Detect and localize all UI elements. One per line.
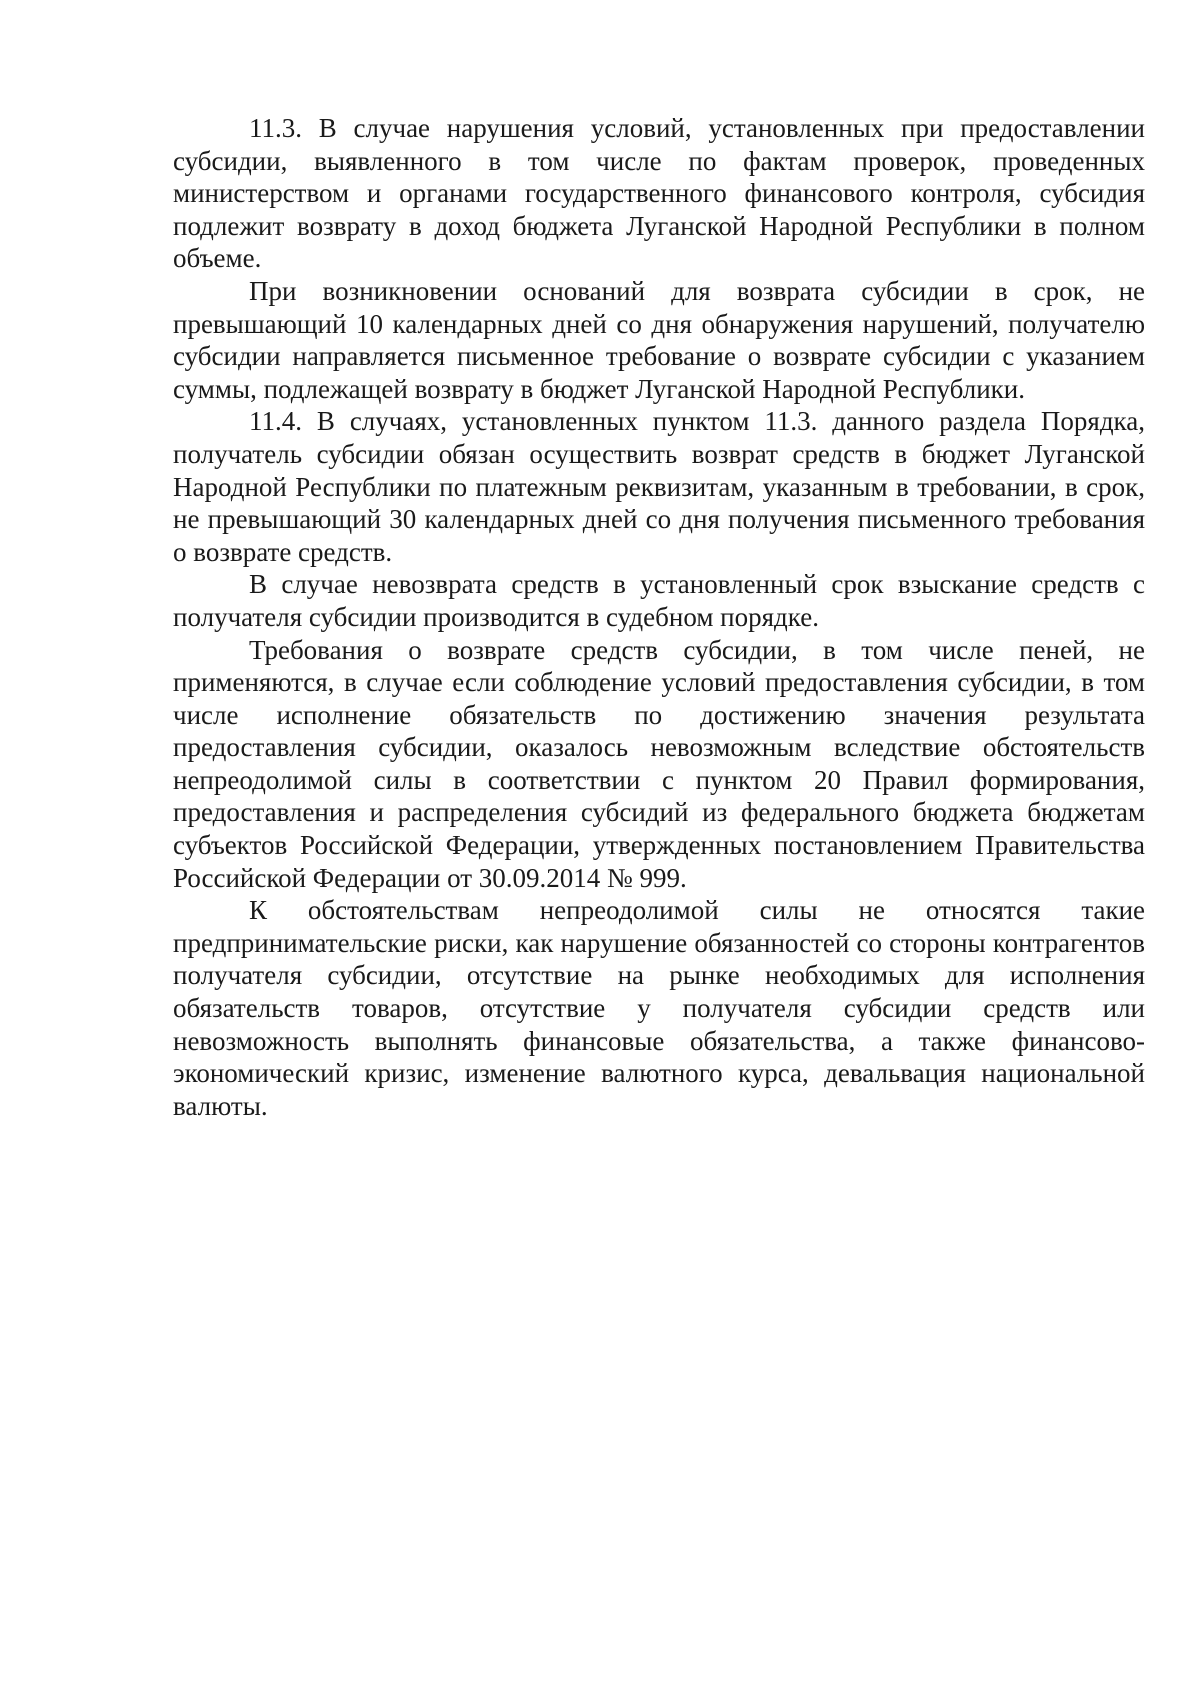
paragraph-return-notice: При возникновении оснований для возврата субсидии в срок, не превышающий 10 календарных дней со дня обнаружения нарушений, получателю субсидии направляется письменное требование о возврате субсидии с указанием суммы, подлежащей возврату в бюджет Луганской Народной Республики. (173, 275, 1145, 404)
paragraph-court-recovery: В случае невозврата средств в установленный срок взыскание средств с получателя субсидии производится в судебном порядке. (173, 569, 1145, 632)
paragraph-11-3: 11.3. В случае нарушения условий, установленных при предоставлении субсидии, выявленного в том числе по фактам проверок, проведенных министерством и органами государственного финансового контроля, субсидия подлежит возврату в доход бюджета Луганской Народной Республики в полном объеме. (173, 113, 1145, 274)
paragraph-force-majeure: Требования о возврате средств субсидии, в том числе пеней, не применяются, в случае если соблюдение условий предоставления субсидии, в том числе исполнение обязательств по достижению значения результата предоставления субсидии, оказалось невозможным вследствие обстоятельств непреодолимой силы в соответствии с пунктом 20 Правил формирования, предоставления и распределения субсидий из федерального бюджета бюджетам субъектов Российской Федерации, утвержденных постановлением Правительства Российской Федерации от 30.09.2014 № 999. (173, 634, 1145, 893)
document-body (173, 112, 1145, 1122)
paragraph-11-4: 11.4. В случаях, установленных пунктом 11.3. данного раздела Порядка, получатель субсидии обязан осуществить возврат средств в бюджет Луганской Народной Республики по платежным реквизитам, указанным в требовании, в срок, не превышающий 30 календарных дней со дня получения письменного требования о возврате средств. (173, 406, 1145, 567)
paragraph-business-risks: К обстоятельствам непреодолимой силы не относятся такие предпринимательские риски, как нарушение обязанностей со стороны контрагентов получателя субсидии, отсутствие на рынке необходимых для исполнения обязательств товаров, отсутствие у получателя субсидии средств или невозможность выполнять финансовые обязательства, а также финансово-экономический кризис, изменение валютного курса, девальвация национальной валюты. (173, 895, 1145, 1121)
